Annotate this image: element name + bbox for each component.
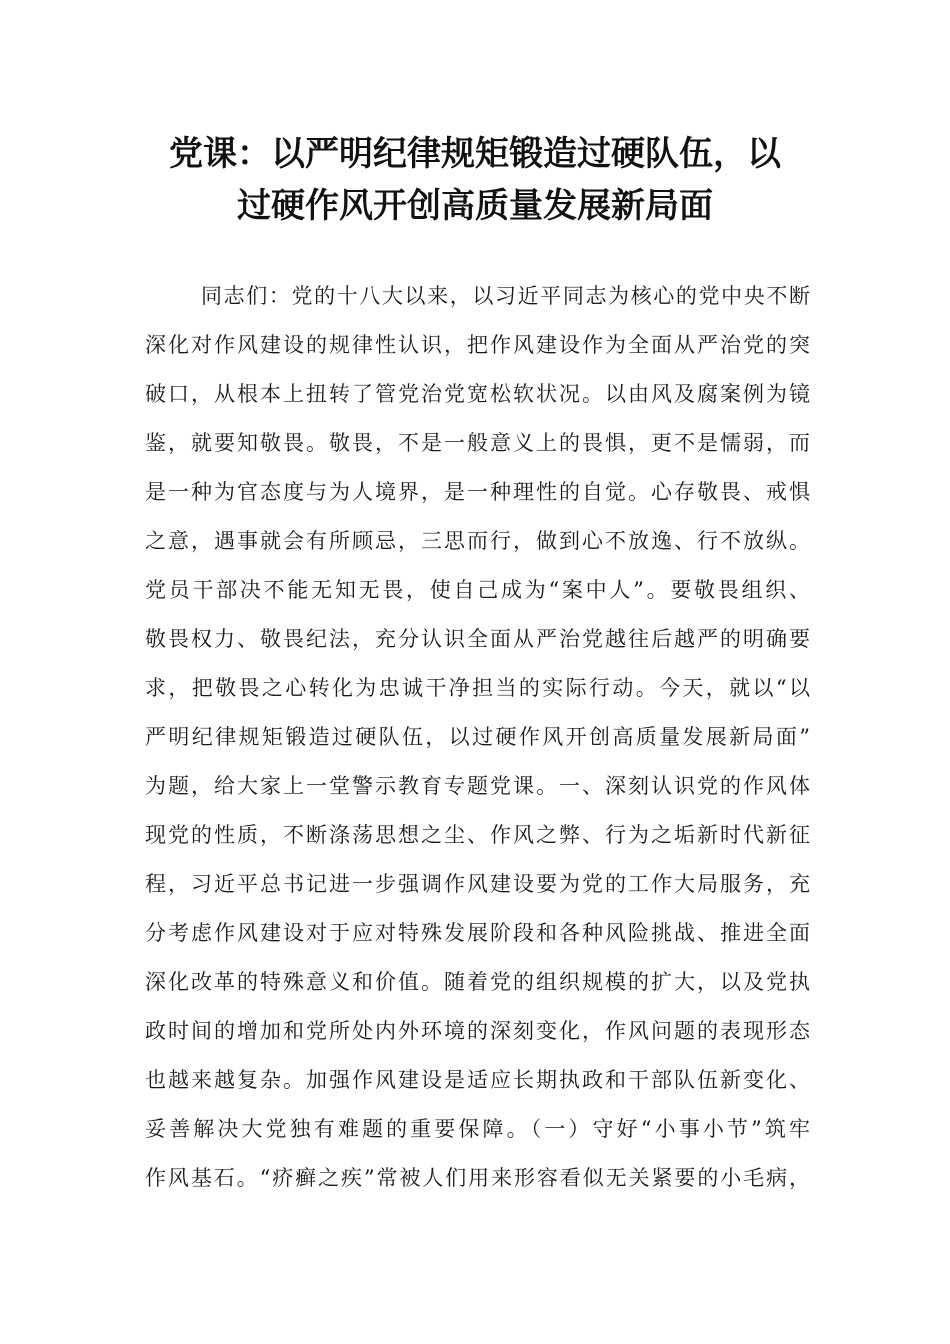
title-line-1: 党课：以严明纪律规矩锻造过硬队伍，以 [169, 134, 781, 174]
body-line-15: 深化改革的特殊意义和价值。随着党的组织规模的扩大，以及党执 [145, 970, 810, 994]
body-line-19: 作风基石。“疥癣之疾”常被人们用来形容看似无关紧要的小毛病， [145, 1166, 810, 1190]
body-line-2: 深化对作风建设的规律性认识，把作风建设作为全面从严治党的突 [145, 333, 810, 357]
body-line-17: 也越来越复杂。加强作风建设是适应长期执政和干部队伍新变化、 [145, 1068, 810, 1092]
body-line-7: 党员干部决不能无知无畏，使自己成为“案中人”。要敬畏组织、 [145, 578, 810, 602]
body-line-11: 为题，给大家上一堂警示教育专题党课。一、深刻认识党的作风体 [145, 774, 810, 798]
body-line-5: 是一种为官态度与为人境界，是一种理性的自觉。心存敬畏、戒惧 [145, 480, 810, 504]
body-line-12: 现党的性质，不断涤荡思想之尘、作风之弊、行为之垢新时代新征 [145, 823, 810, 847]
body-line-16: 政时间的增加和党所处内外环境的深刻变化，作风问题的表现形态 [145, 1019, 810, 1043]
document-title [120, 128, 830, 232]
body-line-9: 求，把敬畏之心转化为忠诚干净担当的实际行动。今天，就以“以 [145, 676, 810, 700]
body-line-6: 之意，遇事就会有所顾忌，三思而行，做到心不放逸、行不放纵。 [145, 529, 810, 553]
body-line-3: 破口，从根本上扭转了管党治党宽松软状况。以由风及腐案例为镜 [145, 382, 810, 406]
body-line-10: 严明纪律规矩锻造过硬队伍，以过硬作风开创高质量发展新局面” [145, 725, 810, 749]
body-line-14: 分考虑作风建设对于应对特殊发展阶段和各种风险挑战、推进全面 [145, 921, 810, 945]
title-line-2: 过硬作风开创高质量发展新局面 [237, 186, 713, 226]
body-line-1: 同志们：党的十八大以来，以习近平同志为核心的党中央不断 [201, 284, 810, 308]
body-line-4: 鉴，就要知敬畏。敬畏，不是一般意义上的畏惧，更不是懦弱，而 [145, 431, 810, 455]
body-line-18: 妥善解决大党独有难题的重要保障。（一）守好“小事小节”筑牢 [145, 1117, 810, 1141]
body-line-8: 敬畏权力、敬畏纪法，充分认识全面从严治党越往后越严的明确要 [145, 627, 810, 651]
body-line-13: 程，习近平总书记进一步强调作风建设要为党的工作大局服务，充 [145, 872, 810, 896]
document-body [145, 272, 810, 1203]
